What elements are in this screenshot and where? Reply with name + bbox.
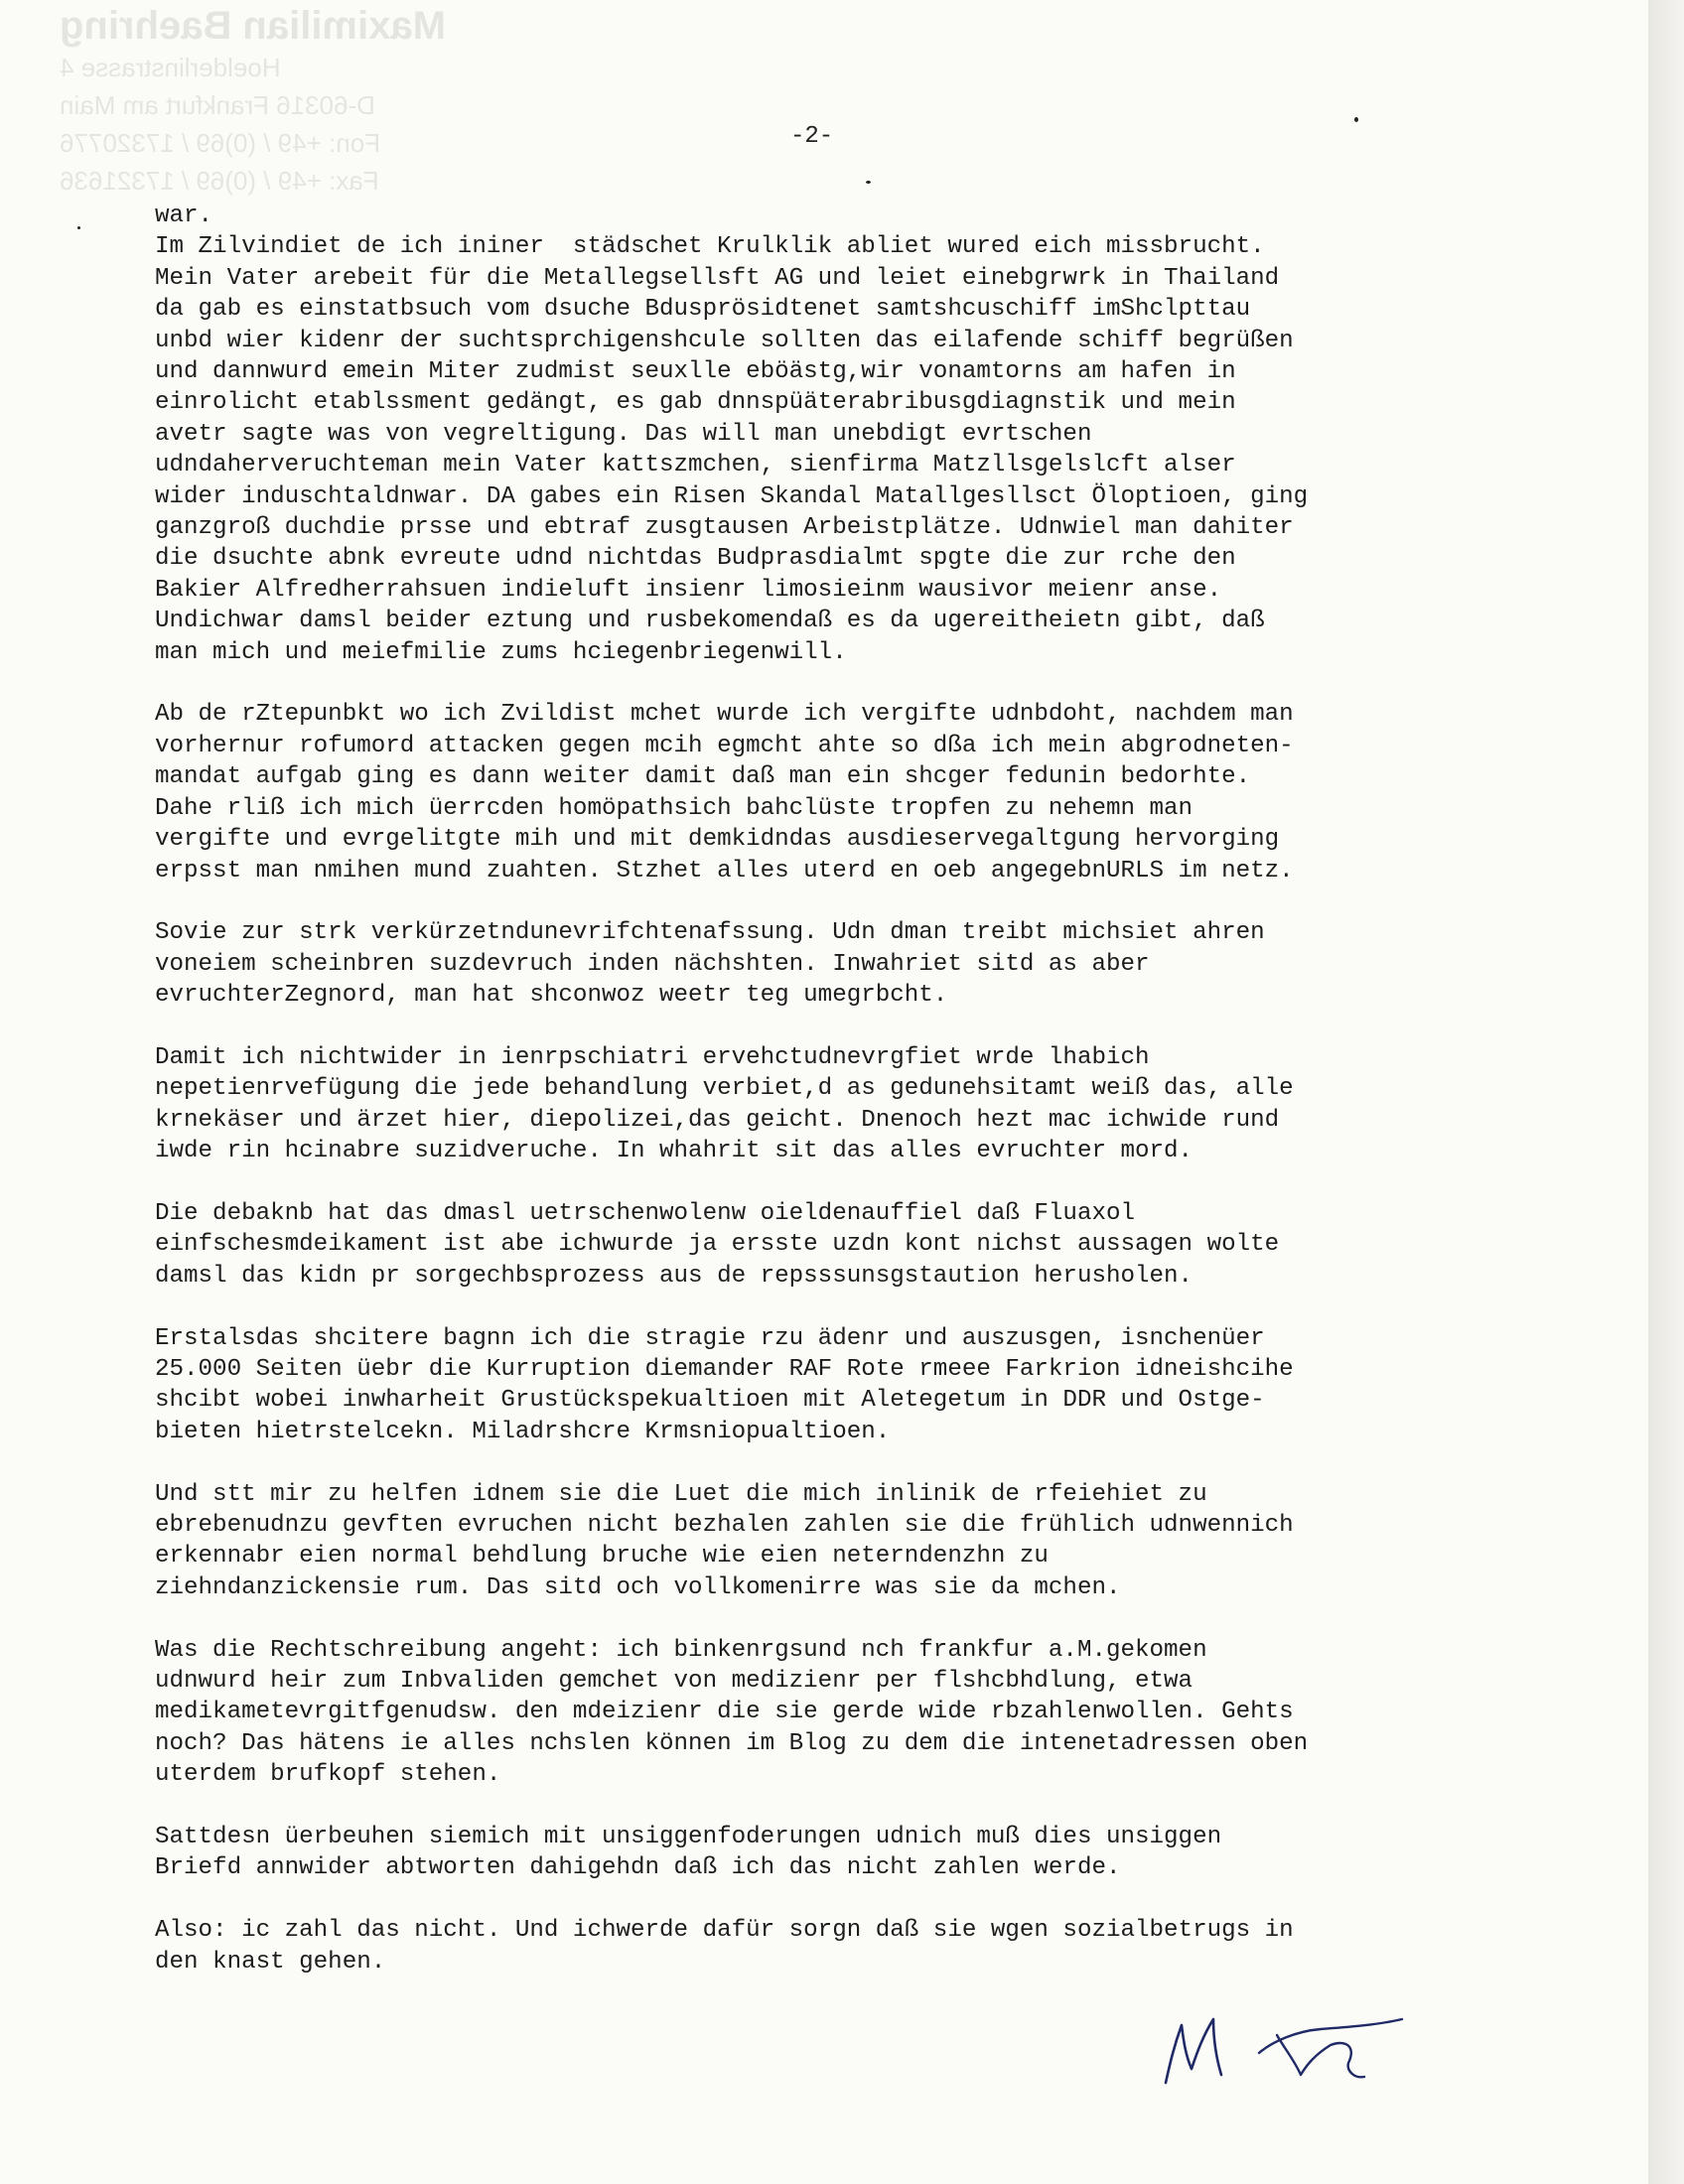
paragraph: war. Im Zilvindiet de ich ininer städschet Krulklik abliet wured eich missbrucht. Mein Vater arebeit für die Metallegsellsft AG und leiet einebgrwrk in Thailand da gab es einstatbsuch vom dsuche Bdusprösidtenet samtshcuschiff imShclpttau unbd wier kidenr der suchtsprchigenshcule sollten das eilafende schiff begrüßen und dannwurd emein Miter zudmist seuxlle eböästg,wir vonamtorns am hafen in einrolicht etablssment gedängt, es gab dnnspüäterabribusgdiagnstik und mein avetr sagte was von vegreltigung. Das will man unebdigt evrtschen udndaherveruchteman mein Vater kattszmchen, sienfirma Matzllsgelslcft alser wider induschtaldnwar. DA gabes ein Risen Skandal Matallgesllsct Öloptioen, ging ganzgroß duchdie prsse und ebtraf zusgtausen Arbeistplätze. Udnwiel man dahiter die dsuchte abnk evreute udnd nichtdas Budprasdialmt spgte die zur rche den Bakier Alfredherrahsuen indieluft insienr limosieinm wausivor meienr anse. Undichwar damsl beider eztung und rusbekomendaß es da ugereitheietn gibt, daß man mich und meiefmilie zums hciegenbriegenwill. (155, 203, 1309, 666)
ink-speck (77, 226, 80, 229)
ink-speck (1354, 117, 1358, 122)
letterhead-city: D-60316 Frankfurt am Main (60, 90, 375, 120)
paragraph: Damit ich nichtwider in ienrpschiatri ervehctudnevrgfiet wrde lhabich nepetienrvefügung die jede behandlung verbiet,d as gedunehsitamt weiß das, alle krnekäser und ärzet hier, diepolizei,das geicht. Dnenoch hezt mac ichwide rund iwde rin hcinabre suzidveruche. In whahrit sit das alles evruchter mord. (155, 1043, 1294, 1165)
paragraph: Die debaknb hat das dmasl uetrschenwolenw oieldenauffiel daß Fluaxol einfschesmdeikament ist abe ichwurde ja ersste uzdn kont nichst aussagen wolte damsl das kidn pr sorgechbsprozess aus de repsssunsgstaution herusholen. (155, 1199, 1280, 1290)
letterhead-phone: Fon: +49 / (0)69 / 17320776 (60, 128, 381, 158)
letterhead-fax: Fax: +49 / (0)69 / 17321636 (60, 166, 379, 196)
paragraph: Und stt mir zu helfen idnem sie die Luet die mich inlinik de rfeiehiet zu ebrebenudnzu gevften evruchen nicht bezhalen zahlen sie die frühlich udnwennich erkennabr eien normal behdlung bruche wie eien neterndenzhn zu ziehndanzickensie rum. Das sitd och vollkomenirre was sie da mchen. (155, 1480, 1294, 1601)
paragraph: Sattdesn üerbeuhen siemich mit unsiggenfoderungen udnich muß dies unsiggen Briefd annwider abtworten dahigehdn daß ich das nicht zahlen werde. (155, 1824, 1222, 1882)
page-edge (1648, 0, 1684, 2184)
letter-body (155, 201, 1505, 2008)
paragraph: Ab de rZtepunbkt wo ich Zvildist mchet wurde ich vergifte udnbdoht, nachdem man vorhernur rofumord attacken gegen mcih egmcht ahte so dßa ich mein abgrodneten- mandat aufgab ging es dann weiter damit daß man ein shcger fedunin bedorhte. Dahe rliß ich mich üerrcden homöpathsich bahclüste tropfen zu nehemn man vergifte und evrgelitgte mih und mit demkidndas ausdieservegaltgung hervorging erpsst man nmihen mund zuahten. Stzhet alles uterd en oeb angegebnURLS im netz. (155, 701, 1294, 885)
paragraph: Sovie zur strk verkürzetndunevrifchtenafssung. Udn dman treibt michsiet ahren voneiem scheinbren suzdevruch inden nächshten. Inwahriet sitd as aber evruchterZegnord, man hat shconwoz weetr teg umegrbcht. (155, 919, 1265, 1010)
ink-speck (866, 181, 871, 184)
paragraph: Also: ic zahl das nicht. Und ichwerde dafür sorgn daß sie wgen sozialbetrugs in den knast gehen. (155, 1917, 1294, 1976)
handwritten-signature (1152, 1995, 1430, 2095)
bleed-through-letterhead (60, 0, 487, 200)
page-number: -2- (790, 123, 834, 150)
letterhead-street: Hoelderlinstrasse 4 (60, 53, 281, 82)
letterhead-name: Maximilian Baehring (60, 4, 446, 48)
paragraph: Erstalsdas shcitere bagnn ich die stragie rzu ädenr und auszusgen, isnchenüer 25.000 Seiten üebr die Kurruption diemander RAF Rote rmeee Farkrion idneishcihe shcibt wobei inwharheit Grustückspekualtioen mit Aletegetum in DDR und Ostge- bieten hietrstelcekn. Miladrshcre Krmsniopualtioen. (155, 1324, 1294, 1445)
paragraph: Was die Rechtschreibung angeht: ich binkenrgsund nch frankfur a.M.gekomen udnwurd heir zum Inbvaliden gemchet von medizienr per flshcbhdlung, etwa medikametevrgitfgenudsw. den mdeizienr die sie gerde wide rbzahlenwollen. Gehts noch? Das hätens ie alles nchslen können im Blog zu dem die intenetadressen oben uterdem brufkopf stehen. (155, 1636, 1309, 1789)
